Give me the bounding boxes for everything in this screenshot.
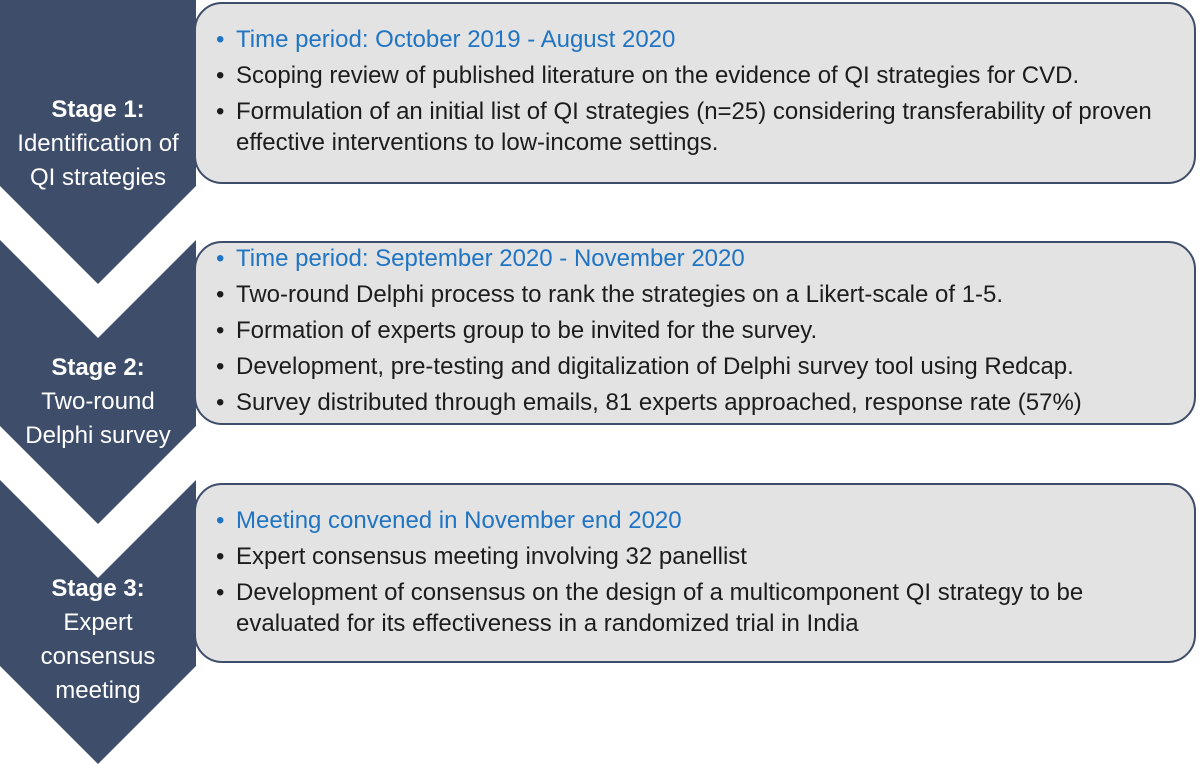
stage-3-title: Stage 3: — [51, 575, 145, 602]
stage-2-bullet-1: • Two-round Delphi process to rank the strategies on a Likert-scale of 1-5. — [214, 279, 1184, 310]
stage-1-desc-line-2: QI strategies — [29, 164, 167, 191]
stage-1-bullet-2: • Formulation of an initial list of QI strategies (n=25) considering transferability of proven effective interventions to low-income settings. — [214, 96, 1184, 158]
stage-3-bullet-list — [214, 505, 1184, 639]
stage-2-box — [194, 241, 1196, 425]
stage-1-box — [194, 2, 1196, 184]
stage-3-label — [0, 572, 196, 708]
stage-1-bullet-list — [214, 24, 1184, 158]
stage-2-bullet-2: • Formation of experts group to be invited for the survey. — [214, 315, 1184, 346]
stage-3-desc-line-2: consensus — [40, 643, 156, 670]
stage-1-bullet-1: • Scoping review of published literature on the evidence of QI strategies for CVD. — [214, 60, 1184, 91]
stage-2-bullet-4: • Survey distributed through emails, 81 experts approached, response rate (57%) — [214, 387, 1184, 418]
stage-2-desc-line-2: Delphi survey — [25, 422, 171, 449]
stage-1-label — [0, 93, 196, 195]
stage-1-title: Stage 1: — [51, 96, 145, 123]
stage-2-bullet-3: • Development, pre-testing and digitalization of Delphi survey tool using Redcap. — [214, 351, 1184, 382]
stage-3-box — [194, 483, 1196, 663]
stage-3-desc-line-3: meeting — [55, 677, 141, 704]
stage-2-label — [0, 351, 196, 453]
stage-1-desc-line-1: Identification of — [17, 130, 179, 157]
stage-2-heading: • Time period: September 2020 - November 2020 — [214, 243, 1184, 274]
stage-2-desc-line-1: Two-round — [41, 388, 155, 415]
stage-3-bullet-1: • Expert consensus meeting involving 32 panellist — [214, 541, 1184, 572]
stage-3-bullet-2: • Development of consensus on the design of a multicomponent QI strategy to be evaluated for its effectiveness in a randomized trial in India — [214, 577, 1184, 639]
stage-3-heading: • Meeting convened in November end 2020 — [214, 505, 1184, 536]
stage-2-bullet-list — [214, 243, 1184, 418]
stage-1-heading: • Time period: October 2019 - August 2020 — [214, 24, 1184, 55]
stage-3-desc-line-1: Expert — [63, 609, 133, 636]
stage-2-title: Stage 2: — [51, 354, 145, 381]
